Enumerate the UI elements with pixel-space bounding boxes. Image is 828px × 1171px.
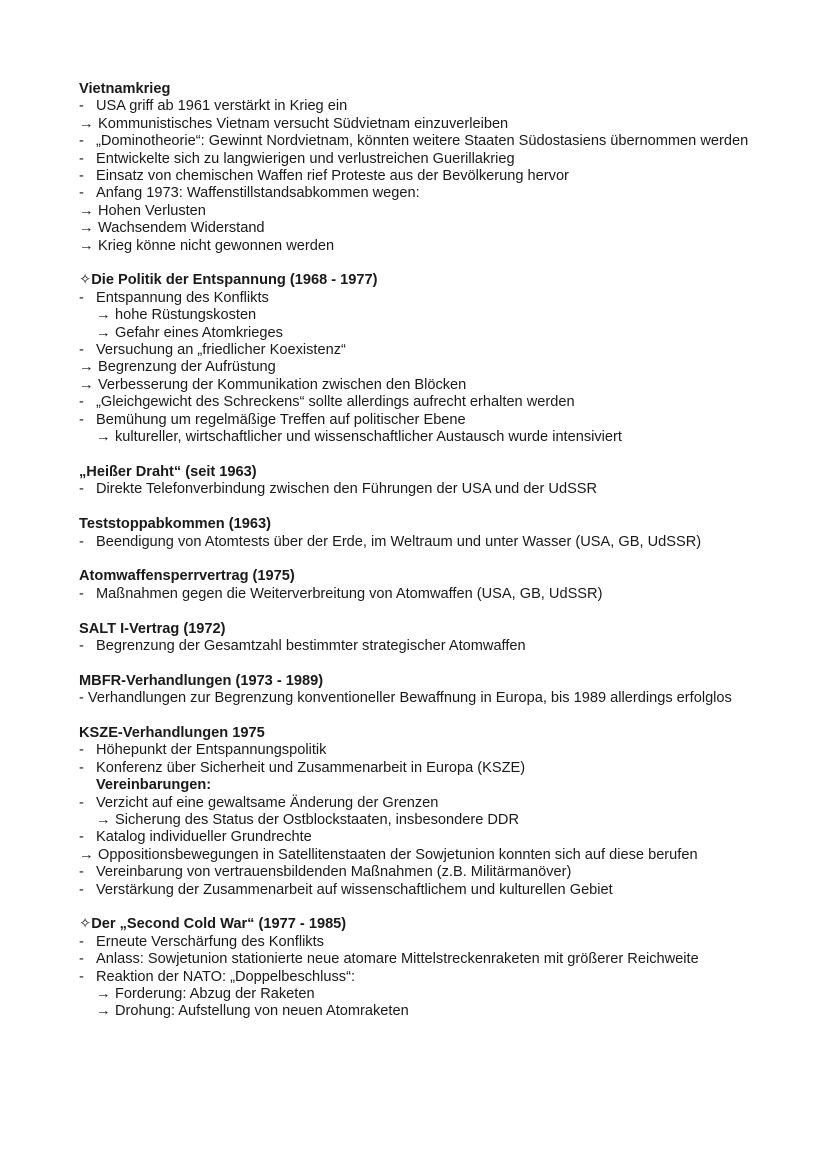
section <box>79 81 749 255</box>
list-item-text: Anlass: Sowjetunion stationierte neue atomare Mittelstreckenraketen mit größerer Reichweite <box>96 951 699 968</box>
list-item-text: - Verhandlungen zur Begrenzung konventioneller Bewaffnung in Europa, bis 1989 allerdings erfolglos <box>79 690 732 707</box>
section-heading: KSZE-Verhandlungen 1975 <box>79 724 265 741</box>
section <box>79 725 749 899</box>
section <box>79 916 749 1020</box>
dash-marker: - <box>79 968 84 985</box>
list-item-text: Forderung: Abzug der Raketen <box>115 986 315 1002</box>
list-item-text: „Dominotheorie“: Gewinnt Nordvietnam, könnten weitere Staaten Südostasiens übernommen werden <box>96 133 749 150</box>
list-item <box>79 394 749 411</box>
section <box>79 673 749 708</box>
list-item-text: Maßnahmen gegen die Weiterverbreitung von Atomwaffen (USA, GB, UdSSR) <box>96 585 603 602</box>
list-item <box>79 1003 749 1020</box>
dash-marker: - <box>79 133 84 150</box>
list-item <box>79 307 749 324</box>
arrow-marker: → <box>79 202 94 219</box>
list-item-text: Oppositionsbewegungen in Satellitenstaaten der Sowjetunion konnten sich auf diese berufen <box>98 846 698 863</box>
list-item <box>79 151 749 168</box>
list-item <box>79 864 749 881</box>
list-item <box>79 185 749 202</box>
list-item-text: Verzicht auf eine gewaltsame Änderung der Grenzen <box>96 794 439 811</box>
list-item <box>79 133 749 150</box>
list-item-text: Gefahr eines Atomkrieges <box>115 324 283 341</box>
document-content <box>79 81 749 1021</box>
list-item <box>79 359 749 376</box>
dash-marker: - <box>79 98 84 115</box>
list-item-text: Verstärkung der Zusammenarbeit auf wissenschaftlichem und kulturellen Gebiet <box>96 881 613 898</box>
arrow-marker: → <box>79 220 94 237</box>
list-item-text: Reaktion der NATO: „Doppelbeschluss“: <box>96 968 356 985</box>
list-item <box>79 98 749 115</box>
dash-marker: - <box>79 185 84 202</box>
list-item <box>79 586 749 603</box>
list-item <box>79 969 749 986</box>
section-heading: Vietnamkrieg <box>79 81 171 97</box>
list-item <box>79 829 749 846</box>
arrow-marker: → <box>79 359 94 376</box>
dash-marker: - <box>79 864 84 881</box>
list-item-text: Erneute Verschärfung des Konflikts <box>96 933 324 950</box>
dash-marker: - <box>79 150 84 167</box>
list-item <box>79 481 749 498</box>
list-item-text: Entwickelte sich zu langwierigen und verlustreichen Guerillakrieg <box>96 150 515 167</box>
list-item <box>79 812 749 829</box>
list-item <box>79 203 749 220</box>
list-item-text: Verbesserung der Kommunikation zwischen den Blöcken <box>98 376 467 393</box>
list-item <box>79 238 749 255</box>
section-heading: ✧Der „Second Cold War“ (1977 - 1985) <box>79 916 347 933</box>
list-item <box>79 882 749 899</box>
dash-marker: - <box>79 794 84 811</box>
dash-marker: - <box>79 951 84 968</box>
list-item <box>79 342 749 359</box>
list-item-text: Anfang 1973: Waffenstillstandsabkommen wegen: <box>96 185 420 202</box>
arrow-marker: → <box>96 307 111 324</box>
list-item-text: Drohung: Aufstellung von neuen Atomraketen <box>115 1003 409 1020</box>
list-item <box>79 934 749 951</box>
list-item <box>79 290 749 307</box>
section-spacer <box>79 655 749 672</box>
section-spacer <box>79 603 749 620</box>
dash-marker: - <box>79 637 84 654</box>
list-item-text: Direkte Telefonverbindung zwischen den Führungen der USA und der UdSSR <box>96 481 598 498</box>
list-item-text: Beendigung von Atomtests über der Erde, im Weltraum und unter Wasser (USA, GB, UdSSR) <box>96 533 702 550</box>
section-spacer <box>79 551 749 568</box>
dash-marker: - <box>79 394 84 411</box>
list-item <box>79 412 749 429</box>
dash-marker: - <box>79 342 84 359</box>
list-item-text: Begrenzung der Gesamtzahl bestimmter strategischer Atomwaffen <box>96 637 526 654</box>
list-item-text: Einsatz von chemischen Waffen rief Proteste aus der Bevölkerung hervor <box>96 168 569 185</box>
dash-marker: - <box>79 933 84 950</box>
list-item-text: Hohen Verlusten <box>98 202 206 219</box>
list-item <box>79 377 749 394</box>
list-item-text: Konferenz über Sicherheit und Zusammenarbeit in Europa (KSZE) <box>96 759 526 776</box>
list-item-text: hohe Rüstungskosten <box>115 307 257 324</box>
list-item <box>79 534 749 551</box>
section <box>79 272 749 446</box>
list-item <box>79 429 749 446</box>
list-item <box>79 742 749 759</box>
dash-marker: - <box>79 168 84 185</box>
dash-marker: - <box>79 289 84 306</box>
list-item <box>79 220 749 237</box>
list-item <box>79 777 749 794</box>
dash-marker: - <box>79 481 84 498</box>
list-item-text: „Gleichgewicht des Schreckens“ sollte allerdings aufrecht erhalten werden <box>96 394 575 411</box>
dash-marker: - <box>79 759 84 776</box>
section <box>79 516 749 551</box>
list-item <box>79 325 749 342</box>
arrow-marker: → <box>96 811 111 828</box>
arrow-marker: → <box>79 115 94 132</box>
list-item-text: Versuchung an „friedlicher Koexistenz“ <box>96 342 346 359</box>
list-item-text: kultureller, wirtschaftlicher und wissenschaftlicher Austausch wurde intensiviert <box>115 429 622 446</box>
list-item <box>79 986 749 1003</box>
list-item-text: Begrenzung der Aufrüstung <box>98 359 276 376</box>
arrow-marker: → <box>96 986 111 1002</box>
list-item-text: Entspannung des Konflikts <box>96 289 269 306</box>
section-spacer <box>79 447 749 464</box>
dash-marker: - <box>79 411 84 428</box>
arrow-marker: → <box>79 846 94 863</box>
list-item-text: Vereinbarungen: <box>96 777 212 794</box>
list-item <box>79 951 749 968</box>
arrow-marker: → <box>79 376 94 393</box>
arrow-marker: → <box>79 237 94 254</box>
dash-marker: - <box>79 533 84 550</box>
dash-marker: - <box>79 829 84 846</box>
list-item <box>79 690 749 707</box>
list-item <box>79 760 749 777</box>
section-heading: SALT I-Vertrag (1972) <box>79 620 226 637</box>
arrow-marker: → <box>96 1003 111 1020</box>
dash-marker: - <box>79 881 84 898</box>
section-spacer <box>79 899 749 916</box>
list-item-text: Krieg könne nicht gewonnen werden <box>98 237 335 254</box>
list-item <box>79 168 749 185</box>
section-spacer <box>79 255 749 272</box>
section <box>79 568 749 603</box>
list-item <box>79 795 749 812</box>
list-item-text: Sicherung des Status der Ostblockstaaten, insbesondere DDR <box>115 811 519 828</box>
list-item-text: Bemühung um regelmäßige Treffen auf politischer Ebene <box>96 411 466 428</box>
section <box>79 621 749 656</box>
list-item-text: Katalog individueller Grundrechte <box>96 829 312 846</box>
dash-marker: - <box>79 742 84 759</box>
arrow-marker: → <box>96 324 111 341</box>
section-heading: MBFR-Verhandlungen (1973 - 1989) <box>79 672 324 689</box>
list-item-text: Vereinbarung von vertrauensbildenden Maßnahmen (z.B. Militärmanöver) <box>96 864 572 881</box>
list-item-text: Höhepunkt der Entspannungspolitik <box>96 742 327 759</box>
dash-marker: - <box>79 585 84 602</box>
section-heading: Atomwaffensperrvertrag (1975) <box>79 568 295 585</box>
list-item <box>79 116 749 133</box>
list-item-text: Wachsendem Widerstand <box>98 220 265 237</box>
list-item-text: USA griff ab 1961 verstärkt in Krieg ein <box>96 98 348 115</box>
section <box>79 464 749 499</box>
section-heading: „Heißer Draht“ (seit 1963) <box>79 463 257 480</box>
section-spacer <box>79 708 749 725</box>
list-item <box>79 847 749 864</box>
list-item-text: Kommunistisches Vietnam versucht Südvietnam einzuverleiben <box>98 115 509 132</box>
section-heading: ✧Die Politik der Entspannung (1968 - 1977) <box>79 272 378 289</box>
section-spacer <box>79 499 749 516</box>
section-heading: Teststoppabkommen (1963) <box>79 516 271 533</box>
arrow-marker: → <box>96 429 111 446</box>
list-item <box>79 638 749 655</box>
